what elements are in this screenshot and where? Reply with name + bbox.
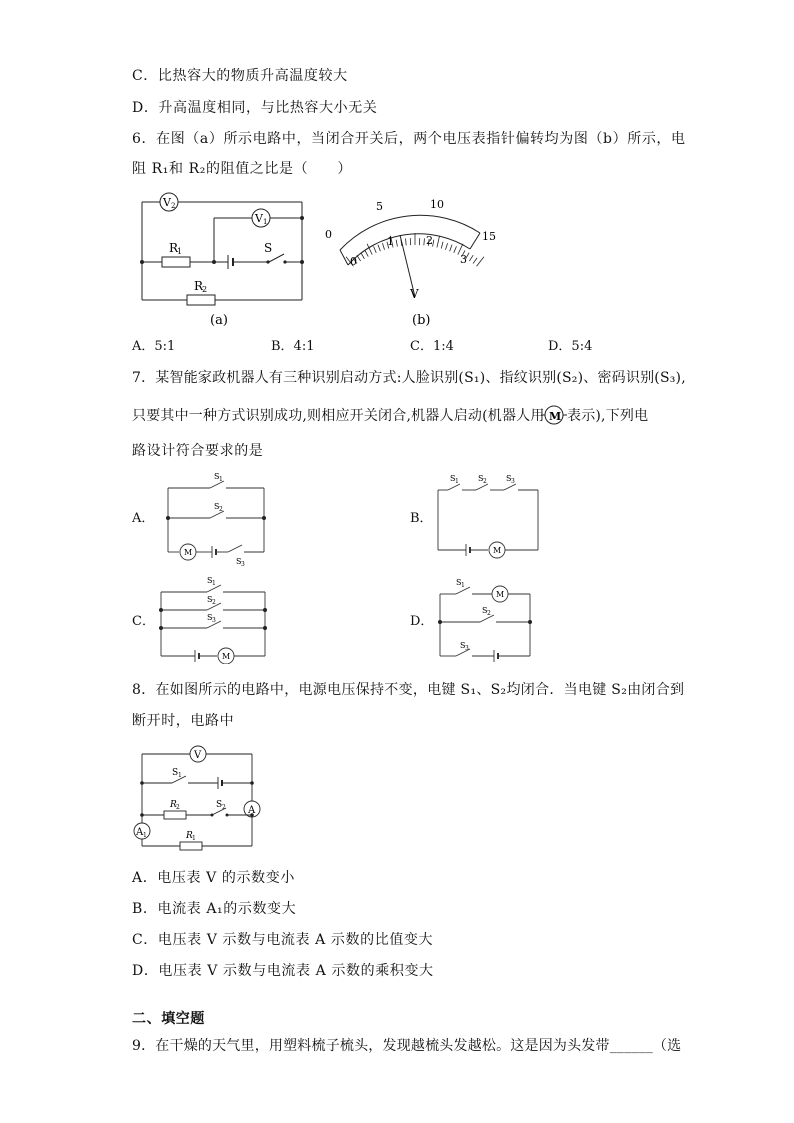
q6-option-d: D．5:4	[548, 339, 593, 354]
q8-circuit-figure	[128, 740, 268, 855]
d-s2-label: S	[482, 606, 488, 615]
q6-option-b: B．4:1	[271, 339, 315, 354]
dial-tick	[477, 257, 484, 266]
q8-ammeter-a-label: A	[248, 805, 256, 816]
q8-s2-sub: 2	[222, 804, 226, 811]
tick-bottom-2: 2	[426, 234, 433, 247]
c-s3-label: S	[207, 613, 213, 622]
q7-stem-line3: 路设计符合要求的是	[132, 443, 264, 459]
q8-voltmeter-label: V	[194, 750, 202, 761]
a-s2-sub: 2	[219, 506, 223, 513]
motor-icon-letter: M	[549, 410, 562, 423]
d-s3-label: S	[460, 641, 466, 650]
q8-option-a: A．电压表 V 的示数变小	[132, 870, 295, 886]
b-s1-sub: 1	[455, 478, 459, 485]
q6-stem-line1: 6．在图（a）所示电路中，当闭合开关后，两个电压表指针偏转均为图（b）所示，电	[132, 131, 686, 147]
d-s1-sub: 1	[461, 582, 465, 589]
dial-tick	[361, 253, 365, 259]
dial-tick	[367, 244, 372, 255]
q8-r1-label: R	[186, 831, 193, 841]
q7-stem-line1: 7．某智能家政机器人有三种识别启动方式:人脸识别(S₁)、指纹识别(S₂)、密码识别(S₃),	[132, 370, 686, 386]
q8-ammeter-a1-sub: 1	[143, 832, 147, 839]
dial-tick	[378, 245, 380, 252]
dial-tick	[450, 245, 452, 252]
c-s2-label: S	[207, 595, 213, 604]
q7-option-c-label: C．	[132, 614, 155, 629]
q7-stem-line2a: 只要其中一种方式识别成功,则相应开关闭合,机器人启动(机器人用	[132, 408, 545, 424]
a-s3-label: S	[236, 557, 242, 566]
r1-label: R	[169, 241, 179, 255]
c-motor-label: M	[222, 652, 231, 661]
d-s2-sub: 2	[487, 610, 491, 617]
needle-label: V	[410, 287, 419, 301]
q8-r1-sub: 1	[192, 835, 196, 842]
a-s3-sub: 3	[241, 561, 245, 568]
q8-r2-sub: 2	[176, 804, 180, 811]
q6-option-c: C．1:4	[410, 339, 454, 354]
d-motor-label: M	[496, 590, 505, 599]
tick-top-0: 0	[325, 228, 332, 241]
q7-circuit-a	[158, 470, 273, 568]
a-s1-sub: 1	[219, 476, 223, 483]
b-s3-sub: 3	[511, 478, 515, 485]
v2-sub: 2	[171, 202, 176, 210]
dial-tick	[396, 240, 397, 247]
switch-s-label: S	[264, 241, 273, 255]
dial-tick	[445, 243, 447, 250]
v1-sub: 1	[263, 218, 268, 226]
dial-tick	[469, 255, 473, 261]
voltmeter-dial-figure-b	[320, 195, 510, 330]
q7-circuit-c	[155, 572, 273, 664]
dial-tick	[437, 236, 440, 248]
dial-tick	[406, 238, 407, 245]
dial-tick	[374, 246, 377, 252]
dial-tick	[382, 243, 384, 250]
dial-tick	[365, 250, 368, 256]
dial-tick	[424, 238, 425, 245]
r2-sub: 2	[202, 285, 208, 294]
motor-icon	[541, 403, 567, 427]
b-s2-sub: 2	[483, 478, 487, 485]
q8-option-d: D．电压表 V 示数与电流表 A 示数的乘积变大	[132, 963, 434, 979]
q8-r2-label: R	[170, 800, 177, 810]
q6-stem-line2: 阻 R₁和 R₂的阻值之比是（ ）	[132, 161, 353, 177]
c-s1-label: S	[207, 576, 213, 585]
q7-option-b-label: B．	[410, 511, 433, 526]
q7-circuit-b	[430, 470, 545, 560]
q7-stem-line2b: 表示),下列电	[567, 408, 649, 424]
c-s1-sub: 1	[212, 580, 216, 587]
b-s1-label: S	[450, 474, 456, 483]
circuit-figure-a	[132, 190, 312, 330]
tick-bottom-1: 1	[387, 235, 394, 248]
tick-top-10: 10	[430, 198, 444, 211]
q8-option-c: C．电压表 V 示数与电流表 A 示数的比值变大	[132, 932, 434, 948]
r2-label: R	[194, 279, 204, 293]
q6-option-a: A．5:1	[132, 339, 176, 354]
v1-label: V	[255, 212, 263, 225]
v2-label: V	[163, 196, 171, 209]
tick-bottom-3: 3	[460, 253, 467, 266]
q8-s1-sub: 1	[178, 772, 182, 779]
q5-option-d: D．升高温度相同，与比热容大小无关	[132, 100, 378, 116]
c-s3-sub: 3	[212, 617, 216, 624]
b-s2-label: S	[478, 474, 484, 483]
a-s1-label: S	[214, 472, 220, 481]
dial-tick	[441, 242, 443, 249]
q9-stem: 9．在干燥的天气里，用塑料梳子梳头，发现越梳头发越松。这是因为头发带______（选	[132, 1038, 682, 1054]
q8-stem-line2: 断开时，电路中	[132, 713, 235, 729]
q8-s2-label: S	[216, 800, 223, 810]
dial-tick	[473, 258, 477, 264]
dial-tick	[357, 255, 361, 261]
tick-top-15: 15	[482, 230, 496, 243]
b-motor-label: M	[493, 546, 502, 555]
r1-sub: 1	[177, 247, 183, 256]
dial-tick	[454, 246, 457, 252]
q8-s1-label: S	[172, 768, 179, 778]
section-heading-fill-in: 二、填空题	[132, 1011, 205, 1027]
q8-stem-line1: 8．在如图所示的电路中，电源电压保持不变，电键 S₁、S₂均闭合．当电键 S₂由闭合到	[132, 682, 685, 698]
q7-circuit-d	[432, 572, 537, 664]
q7-option-a-label: A．	[132, 511, 155, 526]
tick-bottom-0: 0	[350, 255, 357, 268]
q8-option-b: B．电流表 A₁的示数变大	[132, 901, 297, 917]
figure-a-caption: (a)	[210, 313, 228, 328]
d-s1-label: S	[456, 578, 462, 587]
d-s3-sub: 3	[465, 645, 469, 652]
c-s2-sub: 2	[212, 599, 216, 606]
a-motor-label: M	[184, 548, 193, 557]
q5-option-c: C．比热容大的物质升高温度较大	[132, 68, 348, 84]
tick-top-5: 5	[376, 200, 383, 213]
q8-ammeter-a1-label: A	[136, 827, 144, 838]
q7-option-d-label: D．	[410, 614, 434, 629]
a-s2-label: S	[214, 502, 220, 511]
b-s3-label: S	[506, 474, 512, 483]
figure-b-caption: (b)	[412, 313, 431, 328]
